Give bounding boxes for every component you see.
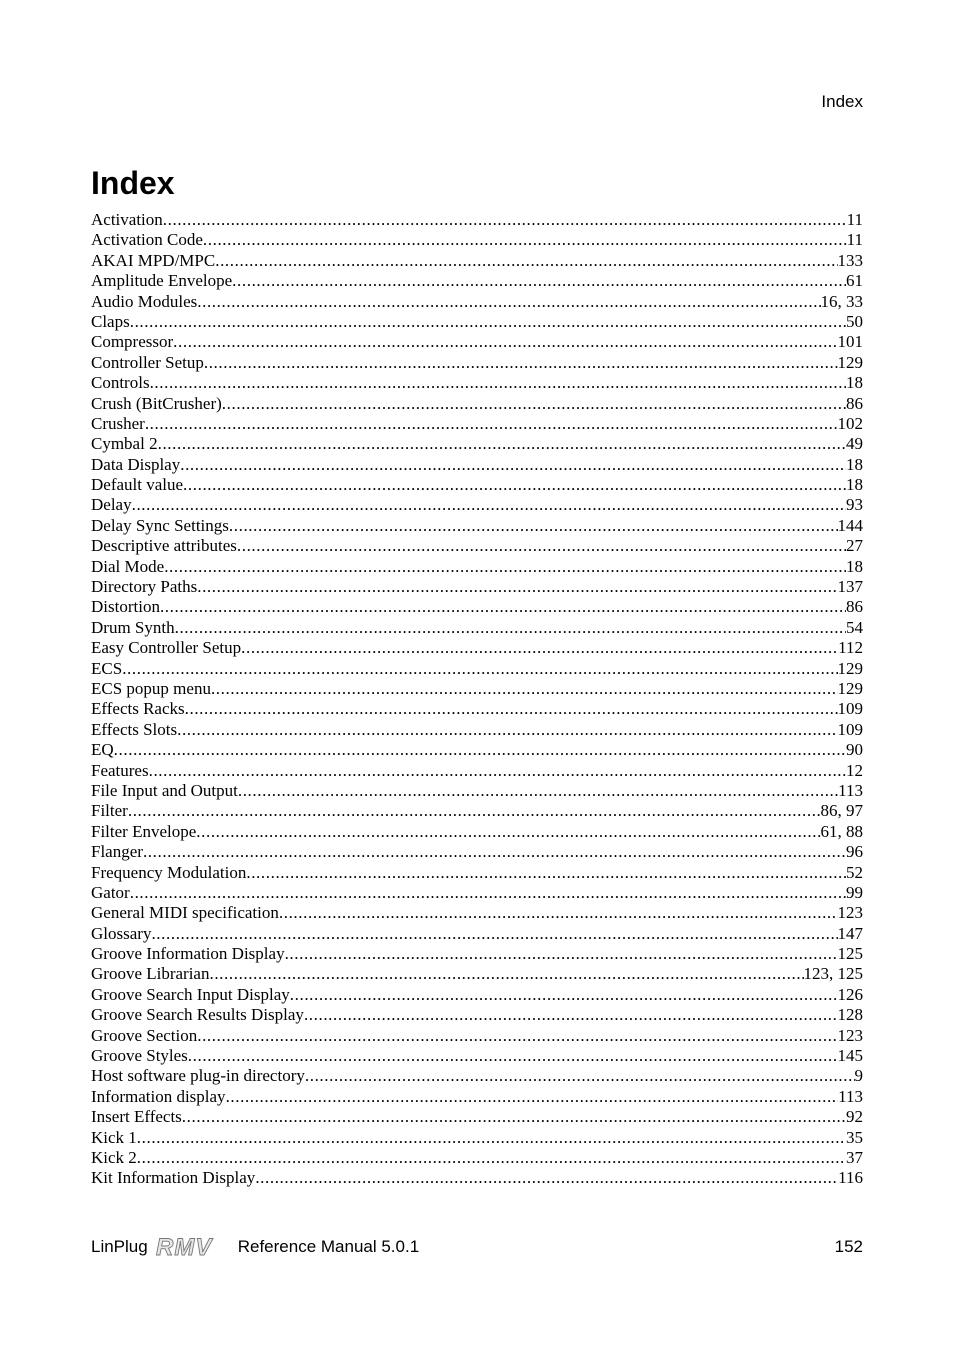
index-page-numbers: 137 bbox=[837, 577, 863, 597]
index-term: Groove Styles bbox=[91, 1046, 188, 1066]
dot-leader bbox=[185, 699, 838, 719]
index-term: ECS bbox=[91, 658, 123, 678]
index-page-numbers: 27 bbox=[846, 536, 863, 556]
index-page-numbers: 12 bbox=[846, 760, 863, 780]
index-page-numbers: 11 bbox=[846, 210, 863, 229]
index-page-numbers: 86, 97 bbox=[820, 801, 863, 821]
index-entry bbox=[91, 720, 863, 740]
index-entry bbox=[91, 271, 863, 291]
index-page-numbers: 18 bbox=[846, 475, 863, 495]
index-entry bbox=[91, 353, 863, 373]
index-term: ECS popup menu bbox=[91, 678, 211, 698]
index-entry bbox=[91, 210, 863, 230]
index-entry bbox=[91, 1005, 863, 1025]
index-entry bbox=[91, 394, 863, 414]
index-page-numbers: 18 bbox=[846, 454, 863, 474]
index-page-numbers: 37 bbox=[846, 1147, 863, 1167]
dot-leader bbox=[209, 964, 803, 984]
index-term: Crush (BitCrusher) bbox=[91, 393, 222, 413]
dot-leader bbox=[222, 394, 846, 414]
index-term: Default value bbox=[91, 475, 184, 495]
index-term: Crusher bbox=[91, 413, 145, 433]
index-term: Controls bbox=[91, 373, 150, 393]
index-page-numbers: 128 bbox=[837, 1005, 863, 1025]
index-page-numbers: 113 bbox=[838, 780, 863, 800]
index-entry bbox=[91, 679, 863, 699]
index-term: Directory Paths bbox=[91, 577, 198, 597]
index-page-numbers: 102 bbox=[837, 413, 863, 433]
index-entry bbox=[91, 1087, 863, 1107]
dot-leader bbox=[188, 1046, 838, 1066]
index-page-numbers: 99 bbox=[846, 882, 863, 902]
dot-leader bbox=[246, 863, 846, 883]
index-term: Filter Envelope bbox=[91, 821, 197, 841]
manual-label: Reference Manual 5.0.1 bbox=[237, 1237, 420, 1256]
index-term: Controller Setup bbox=[91, 352, 204, 372]
dot-leader bbox=[180, 455, 846, 475]
index-page-numbers: 93 bbox=[846, 495, 863, 515]
index-page-numbers: 123 bbox=[837, 1025, 863, 1045]
index-entry bbox=[91, 475, 863, 495]
dot-leader bbox=[196, 822, 820, 842]
index-term: Host software plug-in directory bbox=[91, 1066, 305, 1086]
index-term: Activation Code bbox=[91, 230, 203, 250]
dot-leader bbox=[130, 312, 846, 332]
index-page-numbers: 116 bbox=[838, 1168, 863, 1188]
index-list bbox=[91, 210, 863, 1189]
index-term: Insert Effects bbox=[91, 1107, 182, 1127]
index-entry bbox=[91, 740, 863, 760]
index-page-numbers: 52 bbox=[846, 862, 863, 882]
index-term: Groove Information Display bbox=[91, 944, 285, 964]
index-term: Activation bbox=[91, 210, 163, 229]
index-entry bbox=[91, 292, 863, 312]
index-page-numbers: 61 bbox=[846, 271, 863, 291]
index-entry bbox=[91, 251, 863, 271]
dot-leader bbox=[279, 903, 838, 923]
dot-leader bbox=[238, 781, 838, 801]
index-page-numbers: 50 bbox=[846, 311, 863, 331]
index-page-numbers: 96 bbox=[846, 842, 863, 862]
page-title: Index bbox=[91, 165, 175, 201]
dot-leader bbox=[163, 210, 847, 230]
index-page-numbers: 123 bbox=[837, 903, 863, 923]
index-page-numbers: 145 bbox=[837, 1046, 863, 1066]
index-term: Delay bbox=[91, 495, 132, 515]
index-term: Information display bbox=[91, 1086, 226, 1106]
dot-leader bbox=[285, 944, 838, 964]
index-page-numbers: 86 bbox=[846, 393, 863, 413]
index-page-numbers: 129 bbox=[837, 658, 863, 678]
index-term: General MIDI specification bbox=[91, 903, 279, 923]
index-page-numbers: 9 bbox=[854, 1066, 863, 1086]
index-entry bbox=[91, 597, 863, 617]
index-term: Kit Information Display bbox=[91, 1168, 256, 1188]
index-term: AKAI MPD/MPC bbox=[91, 250, 216, 270]
index-entry bbox=[91, 230, 863, 250]
dot-leader bbox=[197, 292, 820, 312]
index-entry bbox=[91, 1168, 863, 1188]
dot-leader bbox=[158, 434, 846, 454]
dot-leader bbox=[143, 842, 846, 862]
index-entry bbox=[91, 434, 863, 454]
index-entry bbox=[91, 883, 863, 903]
index-entry bbox=[91, 964, 863, 984]
dot-leader bbox=[237, 536, 846, 556]
index-entry bbox=[91, 659, 863, 679]
dot-leader bbox=[137, 1148, 846, 1168]
dot-leader bbox=[114, 740, 846, 760]
dot-leader bbox=[175, 618, 846, 638]
index-term: Kick 2 bbox=[91, 1147, 137, 1167]
index-entry bbox=[91, 985, 863, 1005]
dot-leader bbox=[290, 985, 838, 1005]
dot-leader bbox=[211, 679, 838, 699]
index-term: Flanger bbox=[91, 842, 143, 862]
index-term: Effects Racks bbox=[91, 699, 185, 719]
index-page-numbers: 92 bbox=[846, 1107, 863, 1127]
dot-leader bbox=[128, 801, 821, 821]
index-term: Groove Search Input Display bbox=[91, 984, 290, 1004]
index-entry bbox=[91, 557, 863, 577]
index-page-numbers: 129 bbox=[837, 678, 863, 698]
dot-leader bbox=[204, 353, 838, 373]
dot-leader bbox=[132, 495, 846, 515]
dot-leader bbox=[151, 924, 837, 944]
dot-leader bbox=[145, 414, 838, 434]
index-term: Easy Controller Setup bbox=[91, 638, 242, 658]
index-term: Effects Slots bbox=[91, 719, 178, 739]
index-entry bbox=[91, 822, 863, 842]
index-entry bbox=[91, 638, 863, 658]
index-term: Data Display bbox=[91, 454, 181, 474]
dot-leader bbox=[160, 597, 846, 617]
index-entry bbox=[91, 1066, 863, 1086]
index-page-numbers: 126 bbox=[837, 984, 863, 1004]
dot-leader bbox=[130, 883, 846, 903]
index-page-numbers: 147 bbox=[837, 923, 863, 943]
index-term: Frequency Modulation bbox=[91, 862, 247, 882]
index-page-numbers: 61, 88 bbox=[820, 821, 863, 841]
index-term: Audio Modules bbox=[91, 291, 198, 311]
index-entry bbox=[91, 536, 863, 556]
index-entry bbox=[91, 373, 863, 393]
index-page-numbers: 133 bbox=[837, 250, 863, 270]
footer-left bbox=[91, 1236, 419, 1258]
dot-leader bbox=[122, 659, 837, 679]
index-page-numbers: 109 bbox=[837, 719, 863, 739]
index-term: Groove Search Results Display bbox=[91, 1005, 304, 1025]
dot-leader bbox=[203, 230, 847, 250]
dot-leader bbox=[255, 1168, 838, 1188]
dot-leader bbox=[177, 720, 837, 740]
index-entry bbox=[91, 699, 863, 719]
index-term: Descriptive attributes bbox=[91, 536, 237, 556]
index-entry bbox=[91, 414, 863, 434]
dot-leader bbox=[183, 475, 846, 495]
index-page-numbers: 86 bbox=[846, 597, 863, 617]
index-entry bbox=[91, 801, 863, 821]
index-entry bbox=[91, 781, 863, 801]
index-term: Gator bbox=[91, 882, 130, 902]
index-entry bbox=[91, 1026, 863, 1046]
index-entry bbox=[91, 1148, 863, 1168]
index-page-numbers: 123, 125 bbox=[803, 964, 863, 984]
index-entry bbox=[91, 1128, 863, 1148]
index-page-numbers: 18 bbox=[846, 373, 863, 393]
dot-leader bbox=[197, 577, 837, 597]
index-entry bbox=[91, 455, 863, 475]
brand-name: LinPlug bbox=[91, 1237, 148, 1256]
dot-leader bbox=[137, 1128, 846, 1148]
index-page-numbers: 18 bbox=[846, 556, 863, 576]
index-page-numbers: 109 bbox=[837, 699, 863, 719]
dot-leader bbox=[226, 1087, 839, 1107]
index-term: Amplitude Envelope bbox=[91, 271, 233, 291]
index-term: Cymbal 2 bbox=[91, 434, 158, 454]
index-page-numbers: 129 bbox=[837, 352, 863, 372]
index-entry bbox=[91, 1107, 863, 1127]
index-term: Compressor bbox=[91, 332, 174, 352]
index-page-numbers: 113 bbox=[838, 1086, 863, 1106]
index-term: Drum Synth bbox=[91, 617, 175, 637]
dot-leader bbox=[150, 373, 846, 393]
page-footer bbox=[91, 1236, 863, 1258]
index-term: Distortion bbox=[91, 597, 160, 617]
dot-leader bbox=[241, 638, 838, 658]
dot-leader bbox=[304, 1005, 838, 1025]
index-entry bbox=[91, 577, 863, 597]
index-entry bbox=[91, 495, 863, 515]
index-term: File Input and Output bbox=[91, 780, 238, 800]
index-page-numbers: 54 bbox=[846, 617, 863, 637]
index-page-numbers: 90 bbox=[846, 740, 863, 760]
index-entry bbox=[91, 516, 863, 536]
index-page-numbers: 125 bbox=[837, 944, 863, 964]
dot-leader bbox=[164, 557, 846, 577]
index-term: Groove Section bbox=[91, 1025, 198, 1045]
index-entry bbox=[91, 944, 863, 964]
rmv-logo-text: RMV bbox=[155, 1236, 213, 1258]
index-page-numbers: 16, 33 bbox=[820, 291, 863, 311]
index-term: EQ bbox=[91, 740, 114, 760]
index-entry bbox=[91, 1046, 863, 1066]
index-entry bbox=[91, 618, 863, 638]
index-entry bbox=[91, 863, 863, 883]
index-term: Dial Mode bbox=[91, 556, 165, 576]
index-term: Groove Librarian bbox=[91, 964, 210, 984]
index-term: Filter bbox=[91, 801, 128, 821]
index-entry bbox=[91, 924, 863, 944]
index-page-numbers: 35 bbox=[846, 1127, 863, 1147]
index-entry bbox=[91, 332, 863, 352]
rmv-logo bbox=[154, 1236, 232, 1258]
index-term: Kick 1 bbox=[91, 1127, 137, 1147]
index-page-numbers: 49 bbox=[846, 434, 863, 454]
index-entry bbox=[91, 312, 863, 332]
running-header: Index bbox=[821, 92, 863, 111]
index-page-numbers: 144 bbox=[837, 515, 863, 535]
dot-leader bbox=[232, 271, 846, 291]
dot-leader bbox=[305, 1066, 855, 1086]
index-page-numbers: 112 bbox=[838, 638, 863, 658]
index-entry bbox=[91, 842, 863, 862]
index-term: Claps bbox=[91, 311, 130, 331]
index-page-numbers: 101 bbox=[837, 332, 863, 352]
dot-leader bbox=[229, 516, 838, 536]
index-entry bbox=[91, 761, 863, 781]
index-page-numbers: 11 bbox=[846, 230, 863, 250]
dot-leader bbox=[182, 1107, 846, 1127]
dot-leader bbox=[173, 332, 837, 352]
index-term: Delay Sync Settings bbox=[91, 515, 229, 535]
index-entry bbox=[91, 903, 863, 923]
dot-leader bbox=[149, 761, 846, 781]
dot-leader bbox=[215, 251, 837, 271]
dot-leader bbox=[197, 1026, 837, 1046]
page-number: 152 bbox=[834, 1237, 863, 1256]
index-term: Glossary bbox=[91, 923, 152, 943]
index-term: Features bbox=[91, 760, 149, 780]
